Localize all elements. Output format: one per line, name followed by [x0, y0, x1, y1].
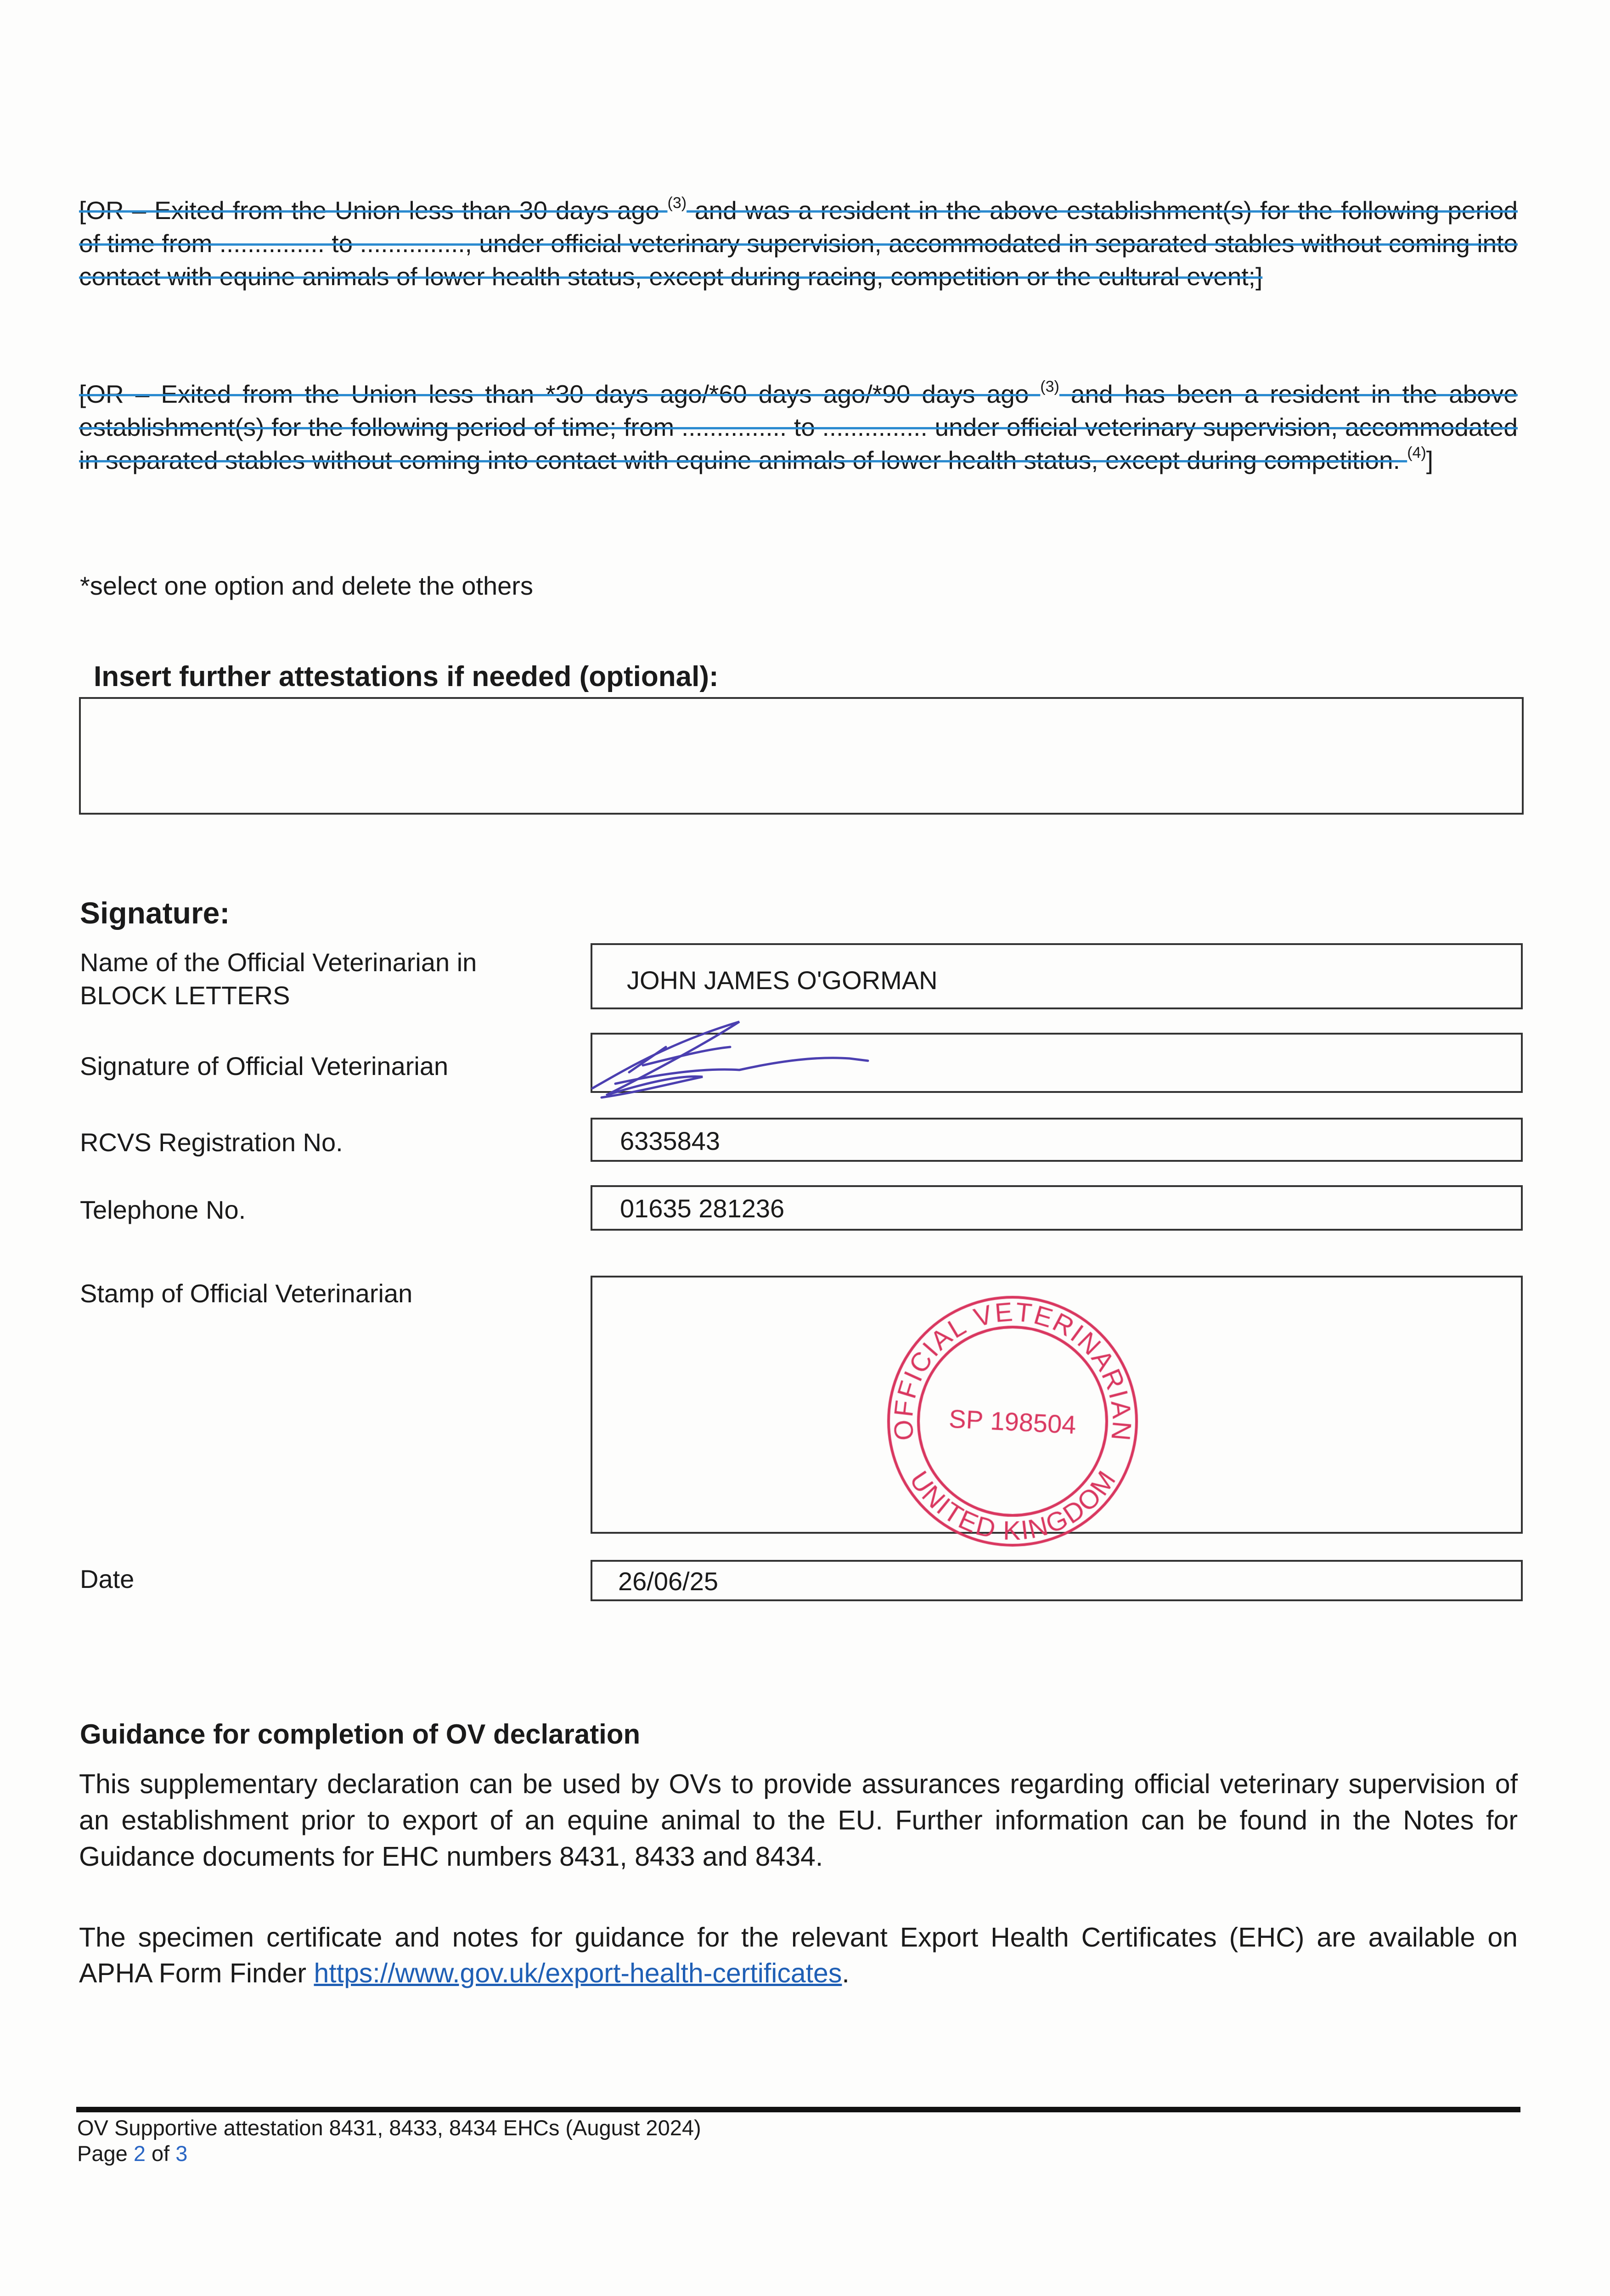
telephone-label: Telephone No.: [80, 1195, 246, 1224]
further-attestations-heading: Insert further attestations if needed (optional):: [94, 661, 719, 692]
rcvs-value: 6335843: [620, 1126, 721, 1155]
date-value: 26/06/25: [618, 1567, 718, 1596]
name-label-line: BLOCK LETTERS: [80, 981, 290, 1010]
name-label-line: Name of the Official Veterinarian in: [80, 948, 477, 977]
date-label: Date: [80, 1564, 135, 1593]
name-value: JOHN JAMES O'GORMAN: [627, 966, 938, 995]
paragraph-text: and was a resident in the above establishment(s) for the following period of time from ............... to ..............., under official veterinary supervision, accommodated in separated stables without coming into contact with equine animals of lower health status, except during racing, competition or the cultural event;]: [79, 196, 1518, 291]
further-attestations-field[interactable]: [79, 697, 1524, 815]
date-field[interactable]: [591, 1560, 1523, 1601]
paragraph-text: [OR – Exited from the Union less than *30 days ago/*60 days ago/*90 days ago: [79, 380, 1041, 408]
name-field[interactable]: [591, 943, 1523, 1009]
page-label: of: [145, 2141, 176, 2166]
paragraph-text: and has been a resident in the above establishment(s) for the following period of time; from ............... to ............... under official veterinary supervision, accommodated in separated stables without coming into contact with equine animals of lower health status, except during competition.: [79, 380, 1518, 474]
guidance-heading: Guidance for completion of OV declaration: [80, 1719, 641, 1750]
signature-label: Signature of Official Veterinarian: [80, 1052, 449, 1080]
handwritten-signature: [588, 1015, 882, 1107]
rcvs-field[interactable]: [591, 1118, 1523, 1162]
page-label: Page: [77, 2141, 134, 2166]
guidance-paragraph-2: [79, 1919, 1518, 1991]
page-current: 2: [133, 2141, 146, 2166]
struck-paragraph-1: [79, 194, 1518, 293]
footnote-ref: (3): [1040, 378, 1059, 395]
name-label: [80, 946, 477, 1012]
telephone-value: 01635 281236: [620, 1194, 785, 1223]
footnote-ref: (4): [1407, 444, 1426, 461]
footer: [77, 2115, 701, 2167]
official-veterinarian-stamp: [882, 1290, 1143, 1552]
paragraph-text: [OR – Exited from the Union less than 30 days ago: [79, 196, 668, 225]
page-number: [77, 2141, 701, 2167]
page-total: 3: [175, 2141, 188, 2166]
select-note: *select one option and delete the others: [80, 571, 533, 600]
export-health-certificates-link[interactable]: https://www.gov.uk/export-health-certificates: [314, 1958, 842, 1988]
rcvs-label: RCVS Registration No.: [80, 1128, 343, 1157]
paragraph-text: The specimen certificate and notes for guidance for the relevant Export Health Certificates (EHC) are available on APHA Form Finder: [79, 1922, 1518, 1988]
stamp-label: Stamp of Official Veterinarian: [80, 1279, 413, 1308]
paragraph-text: .: [842, 1958, 850, 1988]
paragraph-text: ]: [1426, 446, 1434, 474]
footer-title: OV Supportive attestation 8431, 8433, 8434 EHCs (August 2024): [77, 2116, 701, 2140]
footnote-ref: (3): [667, 194, 687, 212]
footer-divider: [76, 2107, 1520, 2112]
guidance-paragraph-1: This supplementary declaration can be used by OVs to provide assurances regarding official veterinary supervision of an establishment prior to export of an equine animal to the EU. Further information can be found in the Notes for Guidance documents for EHC numbers 8431, 8433 and 8434.: [79, 1769, 1518, 1872]
signature-heading: Signature:: [80, 896, 230, 930]
struck-paragraph-2: [79, 377, 1518, 477]
telephone-field[interactable]: [591, 1185, 1523, 1231]
